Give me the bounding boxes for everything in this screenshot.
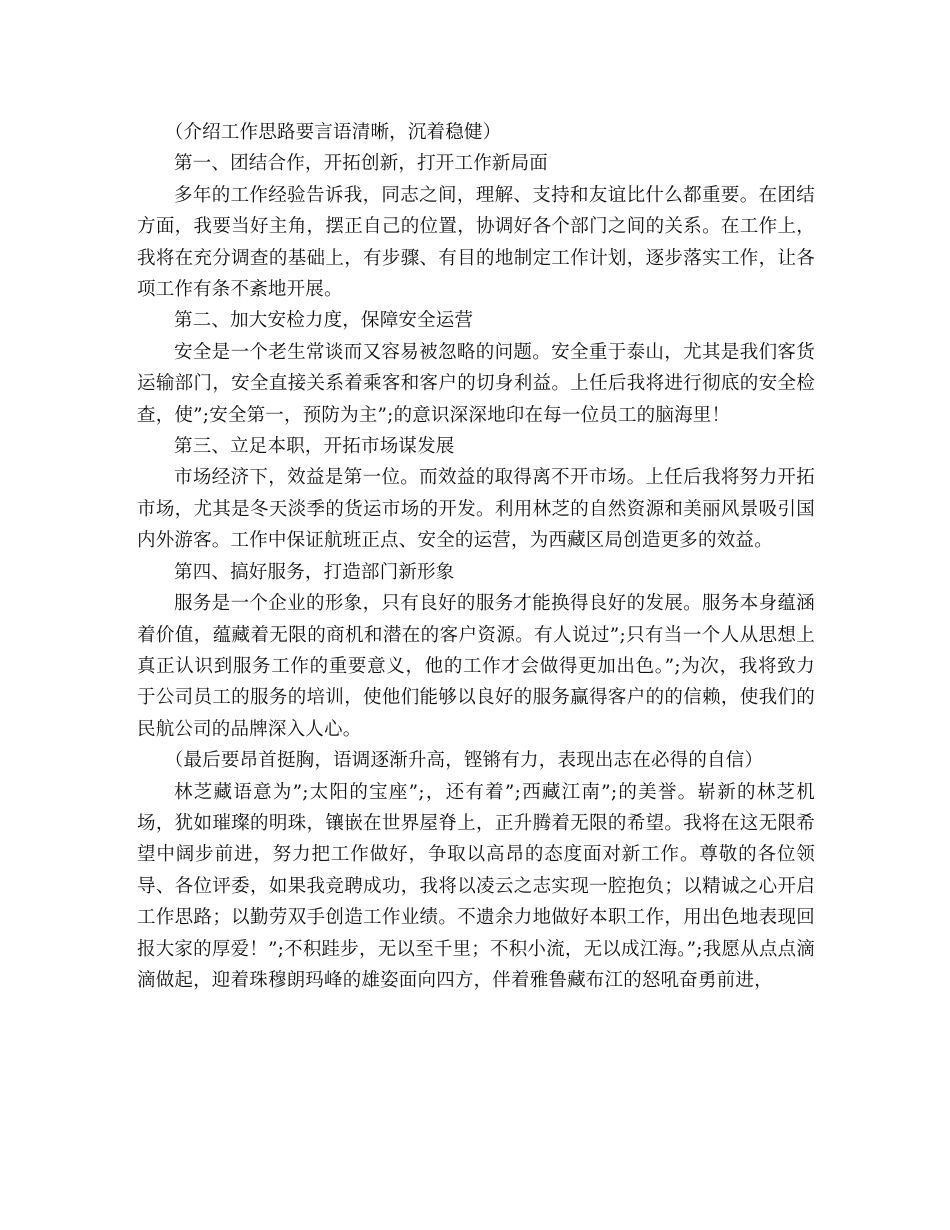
body-paragraph-2: 安全是一个老生常谈而又容易被忽略的问题。安全重于泰山，尤其是我们客货运输部门，安全直接关系着乘客和客户的切身利益。上任后我将进行彻底的安全检查，使”;安全第一，预防为主”;的意识深深地印在每一位员工的脑海里！ bbox=[137, 341, 815, 426]
section-heading-2: 第二、加大安检力度，保障安全运营 bbox=[174, 310, 474, 332]
section-heading-4: 第四、搞好服务，打造部门新形象 bbox=[174, 561, 455, 583]
speaking-note-1: （介绍工作思路要言语清晰，沉着稳健） bbox=[164, 122, 502, 143]
speaking-note-2: （最后要昂首挺胸，语调逐渐升高，铿锵有力，表现出志在必得的自信） bbox=[164, 750, 764, 772]
body-paragraph-4: 服务是一个企业的形象，只有良好的服务才能换得良好的发展。服务本身蕴涵着价值，蕴藏着无限的商机和潜在的客户资源。有人说过”;只有当一个人从思想上真正认识到服务工作的重要意义，他的工作才会做得更加出色。”;为次，我将致力于公司员工的服务的培训，使他们能够以良好的服务赢得客户的的信赖，使我们的民航公司的品牌深入人心。 bbox=[137, 593, 815, 740]
section-heading-1: 第一、团结合作，开拓创新，打开工作新局面 bbox=[174, 153, 549, 175]
body-paragraph-3: 市场经济下，效益是第一位。而效益的取得离不开市场。上任后我将努力开拓市场，尤其是冬天淡季的货运市场的开发。利用林芝的自然资源和美丽风景吸引国内外游客。工作中保证航班正点、安全的运营，为西藏区局创造更多的效益。 bbox=[137, 467, 815, 552]
body-paragraph-1: 多年的工作经验告诉我，同志之间，理解、支持和友谊比什么都重要。在团结方面，我要当好主角，摆正自己的位置，协调好各个部门之间的关系。在工作上，我将在充分调查的基础上，有步骤、有目的地制定工作计划，逐步落实工作，让各项工作有条不紊地开展。 bbox=[137, 184, 815, 301]
document-body bbox=[137, 117, 815, 996]
section-heading-3: 第三、立足本职，开拓市场谋发展 bbox=[174, 436, 455, 458]
body-paragraph-5: 林芝藏语意为”;太阳的宝座”;，还有着”;西藏江南”;的美誉。崭新的林芝机场，犹如璀璨的明珠，镶嵌在世界屋脊上，正升腾着无限的希望。我将在这无限希望中阔步前进，努力把工作做好，争取以高昂的态度面对新工作。尊敬的各位领导、各位评委，如果我竞聘成功，我将以凌云之志实现一腔抱负；以精诚之心开启工作思路；以勤劳双手创造工作业绩。不遗余力地做好本职工作，用出色地表现回报大家的厚爱！”;不积跬步，无以至千里；不积小流，无以成江海。”;我愿从点点滴滴做起，迎着珠穆朗玛峰的雄姿面向四方，伴着雅鲁藏布江的怒吼奋勇前进， bbox=[137, 781, 815, 991]
